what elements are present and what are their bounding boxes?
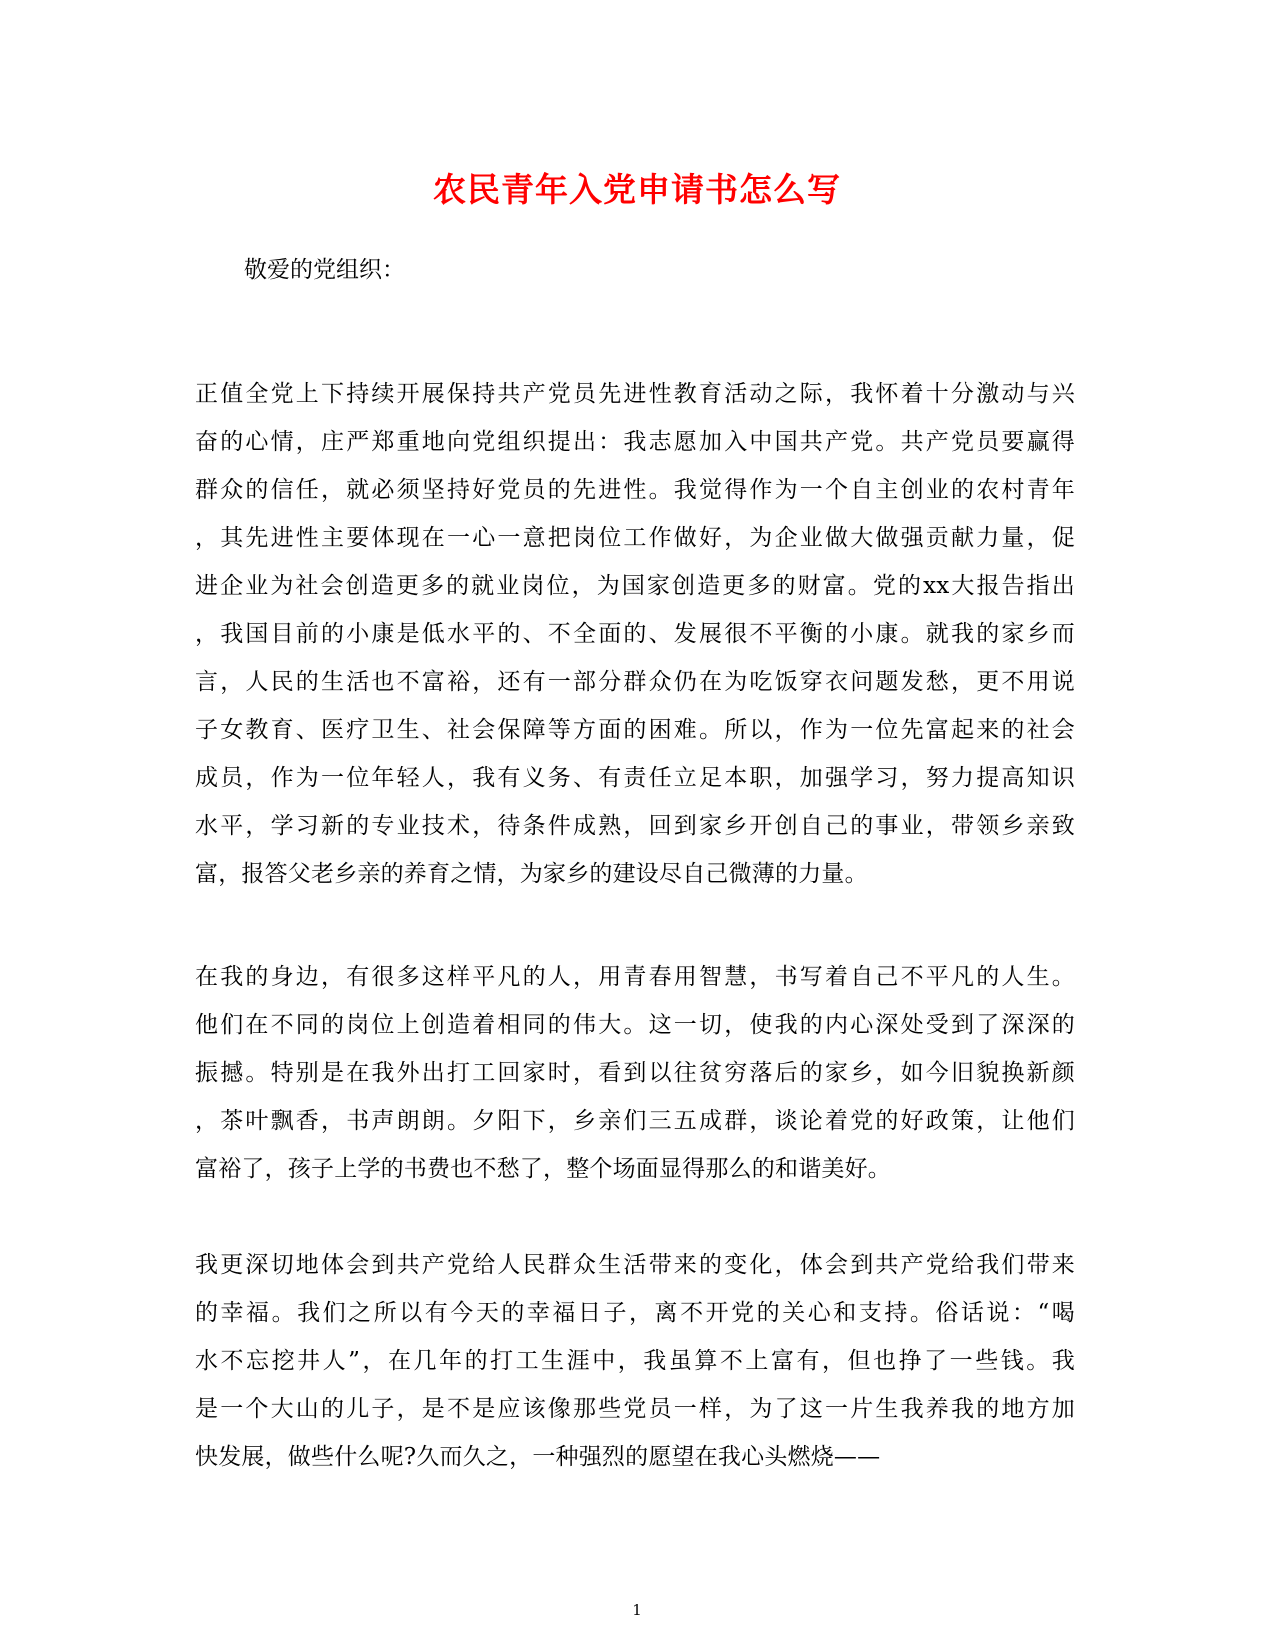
paragraph-1 — [195, 370, 1075, 898]
document-title: 农民青年入党申请书怎么写 — [433, 170, 841, 209]
text-line: 成员，作为一位年轻人，我有义务、有责任立足本职，加强学习，努力提高知识 — [195, 765, 1075, 791]
salutation: 敬爱的党组织： — [244, 257, 405, 283]
text-line: 奋的心情，庄严郑重地向党组织提出：我志愿加入中国共产党。共产党员要赢得 — [195, 429, 1075, 455]
text-line: 富，报答父老乡亲的养育之情，为家乡的建设尽自己微薄的力量。 — [195, 861, 868, 887]
paragraph-2 — [195, 953, 1075, 1193]
text-line: 水平，学习新的专业技术，待条件成熟，回到家乡开创自己的事业，带领乡亲致 — [195, 813, 1075, 839]
paragraph-3 — [195, 1241, 1075, 1481]
text-line: 他们在不同的岗位上创造着相同的伟大。这一切，使我的内心深处受到了深深的 — [195, 1012, 1075, 1038]
text-line: 子女教育、医疗卫生、社会保障等方面的困难。所以，作为一位先富起来的社会 — [195, 717, 1075, 743]
text-line: 正值全党上下持续开展保持共产党员先进性教育活动之际，我怀着十分激动与兴 — [195, 381, 1075, 407]
text-line: 富裕了，孩子上学的书费也不愁了，整个场面显得那么的和谐美好。 — [195, 1156, 891, 1182]
text-line: 振撼。特别是在我外出打工回家时，看到以往贫穷落后的家乡，如今旧貌换新颜 — [195, 1060, 1075, 1086]
text-line: 进企业为社会创造更多的就业岗位，为国家创造更多的财富。党的xx大报告指出 — [195, 573, 1075, 599]
text-line: 在我的身边，有很多这样平凡的人，用青春用智慧，书写着自己不平凡的人生。 — [195, 964, 1075, 990]
page-number: 1 — [632, 1601, 642, 1619]
text-line: 是一个大山的儿子，是不是应该像那些党员一样，为了这一片生我养我的地方加 — [195, 1396, 1075, 1422]
text-line: 言，人民的生活也不富裕，还有一部分群众仍在为吃饭穿衣问题发愁，更不用说 — [195, 669, 1075, 695]
text-line: ，我国目前的小康是低水平的、不全面的、发展很不平衡的小康。就我的家乡而 — [195, 621, 1075, 647]
text-line: ，其先进性主要体现在一心一意把岗位工作做好，为企业做大做强贡献力量，促 — [195, 525, 1075, 551]
text-line: ，茶叶飘香，书声朗朗。夕阳下，乡亲们三五成群，谈论着党的好政策，让他们 — [195, 1108, 1075, 1134]
text-line: 的幸福。我们之所以有今天的幸福日子，离不开党的关心和支持。俗话说：“喝 — [195, 1300, 1075, 1326]
text-line: 快发展，做些什么呢?久而久之，一种强烈的愿望在我心头燃烧—— — [195, 1444, 881, 1470]
text-line: 我更深切地体会到共产党给人民群众生活带来的变化，体会到共产党给我们带来 — [195, 1252, 1075, 1278]
text-line: 水不忘挖井人”，在几年的打工生涯中，我虽算不上富有，但也挣了一些钱。我 — [195, 1348, 1075, 1374]
text-line: 群众的信任，就必须坚持好党员的先进性。我觉得作为一个自主创业的农村青年 — [195, 477, 1075, 503]
